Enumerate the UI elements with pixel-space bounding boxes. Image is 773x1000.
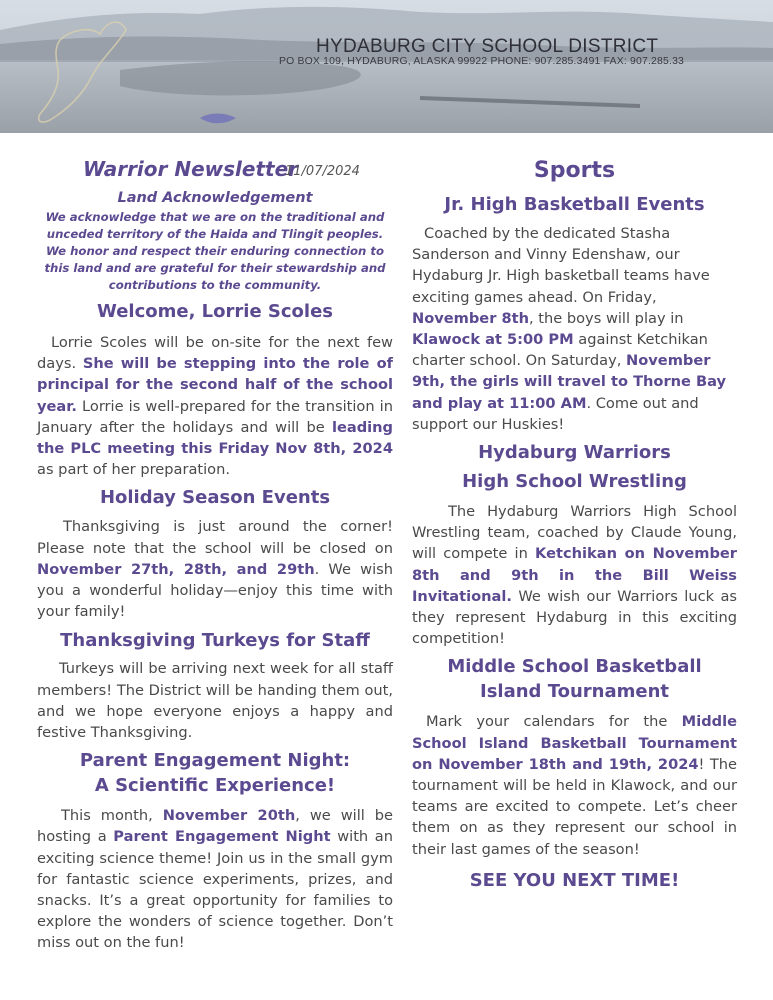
- welcome-paragraph: Lorrie Scoles will be on-site for the next few days. She will be stepping into the role of principal for the second half of the school year. Lorrie is well-prepared for the transition in January after the holidays and will be leading the PLC meeting this Friday Nov 8th, 2024 as part of her preparation.: [37, 334, 393, 479]
- district-name: HYDABURG CITY SCHOOL DISTRICT: [316, 36, 659, 57]
- district-address: PO BOX 109, HYDABURG, ALASKA 99922 PHONE: 907.285.3491 FAX: 907.285.33: [279, 56, 685, 67]
- wrestling-heading-2: High School Wrestling: [462, 471, 687, 493]
- land-acknowledgement-title: Land Acknowledgement: [117, 190, 313, 206]
- middle-school-paragraph: Mark your calendars for the Middle School Island Basketball Tournament on November 18th and 19th, 2024! The tournament will be held in Klawock, and our teams are excited to compete. Let’s cheer them on as they represent our school in their last games of the season!: [412, 713, 737, 858]
- header-banner: [0, 0, 773, 133]
- parent-night-heading-1: Parent Engagement Night:: [79, 750, 351, 772]
- wrestling-heading-1: Hydaburg Warriors: [478, 442, 671, 464]
- sports-title: Sports: [533, 158, 616, 183]
- wrestling-paragraph: The Hydaburg Warriors High School Wrestling team, coached by Claude Young, will compete in Ketchikan on November 8th and 9th in the Bill Weiss Invitational. We wish our Warriors luck as they represent Hydaburg in this exciting competition!: [412, 503, 738, 648]
- middle-school-heading-1: Middle School Basketball: [447, 656, 702, 678]
- jrhigh-heading: Jr. High Basketball Events: [444, 194, 705, 215]
- holiday-heading: Holiday Season Events: [99, 487, 331, 509]
- closing-message: SEE YOU NEXT TIME!: [469, 869, 680, 891]
- jrhigh-paragraph: Coached by the dedicated Stasha Sanderson and Vinny Edenshaw, our Hydaburg Jr. High basketball teams have exciting games ahead. On Friday, November 8th, the boys will play in Klawock at 5:00 PM against Ketchikan charter school. On Saturday, November 9th, the girls will travel to Thorne Bay and play at 11:00 AM. Come out and support our Huskies!: [412, 225, 727, 433]
- newsletter-header: [37, 150, 393, 190]
- holiday-paragraph: Thanksgiving is just around the corner! Please note that the school will be closed on November 27th, 28th, and 29th. We wish you a wonderful holiday—enjoy this time with your family!: [37, 518, 393, 621]
- middle-school-heading-2: Island Tournament: [480, 681, 669, 703]
- turkeys-paragraph: Turkeys will be arriving next week for all staff members! The District will be handing them out, and we hope everyone enjoys a happy and festive Thanksgiving.: [37, 660, 393, 742]
- newsletter-date: 11/07/2024: [285, 164, 360, 179]
- welcome-heading: Welcome, Lorrie Scoles: [96, 301, 334, 322]
- left-column: [37, 150, 393, 954]
- parent-night-paragraph: This month, November 20th, we will be hosting a Parent Engagement Night with an exciting science theme! Join us in the small gym for fantastic science experiments, prizes, and snacks. It’s a great opportunity for families to explore the wonders of science together. Don’t miss out on the fun!: [37, 807, 394, 952]
- newsletter-title: Warrior Newsletter: [83, 157, 298, 181]
- turkeys-heading: Thanksgiving Turkeys for Staff: [60, 630, 370, 652]
- parent-night-heading-2: A Scientific Experience!: [94, 775, 336, 797]
- right-column: [412, 156, 737, 893]
- land-acknowledgement-text: We acknowledge that we are on the traditional and unceded territory of the Haida and Tlingit peoples. We honor and respect their enduring connection to this land and are grateful for their stewardship and contributions to the community.: [44, 210, 386, 292]
